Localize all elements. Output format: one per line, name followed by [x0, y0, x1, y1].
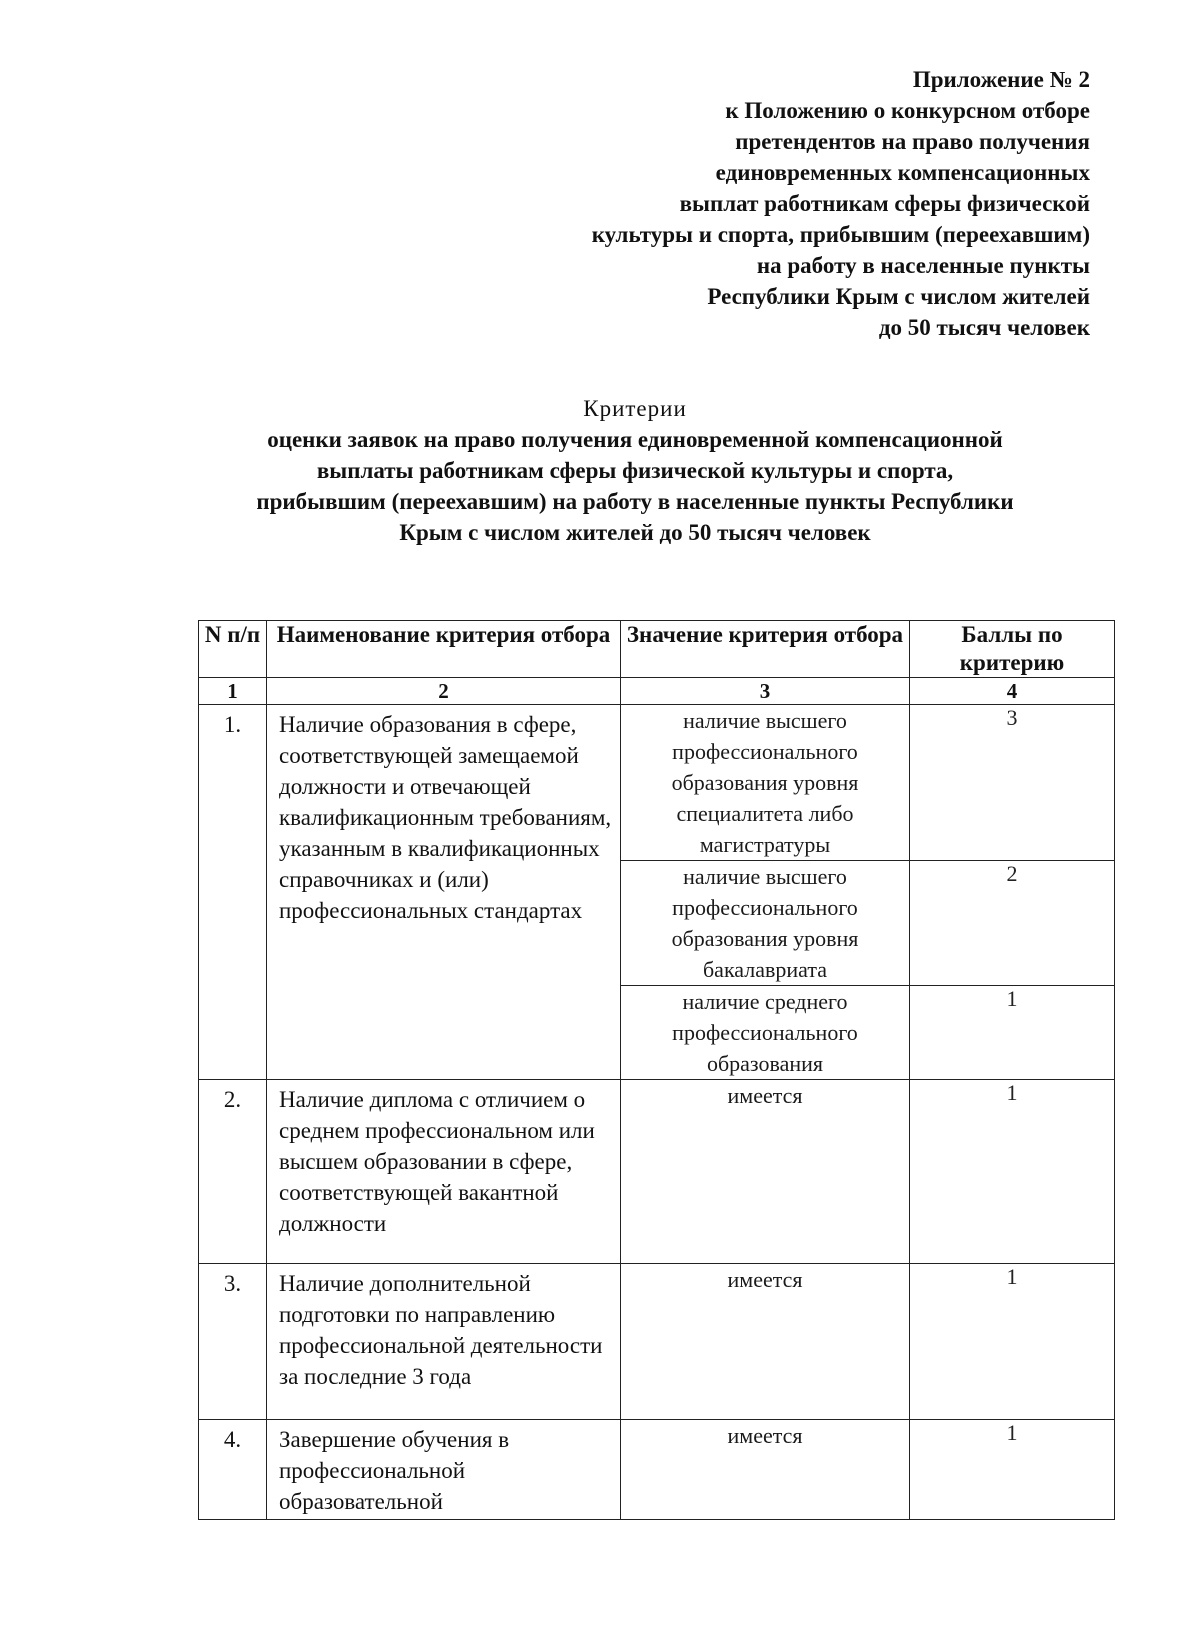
criteria-table: [198, 620, 1115, 1520]
title-line: Крым с числом жителей до 50 тысяч человек: [399, 520, 871, 545]
appendix-line: претендентов на право получения: [735, 129, 1090, 154]
appendix-line: единовременных компенсационных: [715, 160, 1090, 185]
column-number: 3: [621, 678, 910, 705]
appendix-line: выплат работникам сферы физической: [679, 191, 1090, 216]
row-number: 3.: [199, 1264, 267, 1420]
criterion-value: имеется: [621, 1264, 910, 1420]
row-number: 1.: [199, 705, 267, 1080]
appendix-line: культуры и спорта, прибывшим (переехавшим): [591, 222, 1090, 247]
criterion-points: 3: [910, 705, 1115, 861]
appendix-line: на работу в населенные пункты: [756, 253, 1090, 278]
criterion-points: 2: [910, 861, 1115, 986]
table-header-row: [199, 621, 1115, 678]
row-number: 4.: [199, 1420, 267, 1520]
criterion-value: наличие высшего профессионального образования уровня специалитета либо магистратуры: [621, 705, 910, 861]
title-line: оценки заявок на право получения единовременной компенсационной: [267, 427, 1003, 452]
column-number: 2: [267, 678, 621, 705]
header-points: Баллы по критерию: [910, 621, 1115, 678]
criterion-value: наличие среднего профессионального образования: [621, 986, 910, 1080]
criterion-value: имеется: [621, 1080, 910, 1264]
table-row: [199, 1420, 1115, 1520]
header-num: N п/п: [199, 621, 267, 678]
appendix-block: [592, 64, 1090, 343]
criterion-value: имеется: [621, 1420, 910, 1520]
document-title: [160, 393, 1110, 548]
criterion-name: Наличие дополнительной подготовки по направлению профессиональной деятельности за последние 3 года: [267, 1264, 621, 1420]
column-number-row: [199, 678, 1115, 705]
criterion-value: наличие высшего профессионального образования уровня бакалавриата: [621, 861, 910, 986]
table-row: [199, 1264, 1115, 1420]
column-number: 1: [199, 678, 267, 705]
table-row: [199, 705, 1115, 861]
criterion-points: 1: [910, 986, 1115, 1080]
criterion-name: Завершение обучения в профессиональной образовательной: [267, 1420, 621, 1520]
criterion-points: 1: [910, 1264, 1115, 1420]
criterion-points: 1: [910, 1080, 1115, 1264]
title-line: выплаты работникам сферы физической культуры и спорта,: [316, 458, 954, 483]
criterion-points: 1: [910, 1420, 1115, 1520]
header-name: Наименование критерия отбора: [267, 621, 621, 678]
appendix-line: до 50 тысяч человек: [878, 315, 1090, 340]
title-line: прибывшим (переехавшим) на работу в населенные пункты Республики: [256, 489, 1014, 514]
appendix-line: Приложение № 2: [912, 67, 1090, 92]
criterion-name: Наличие образования в сфере, соответствующей замещаемой должности и отвечающей квалификационным требованиям, указанным в квалификационных справочниках и (или) профессиональных стандартах: [267, 705, 621, 1080]
appendix-line: к Положению о конкурсном отборе: [725, 98, 1090, 123]
appendix-line: Республики Крым с числом жителей: [707, 284, 1090, 309]
column-number: 4: [910, 678, 1115, 705]
header-value: Значение критерия отбора: [621, 621, 910, 678]
criterion-name: Наличие диплома с отличием о среднем профессиональном или высшем образовании в сфере, соответствующей вакантной должности: [267, 1080, 621, 1264]
title-heading: Критерии: [583, 396, 687, 421]
table-row: [199, 1080, 1115, 1264]
row-number: 2.: [199, 1080, 267, 1264]
